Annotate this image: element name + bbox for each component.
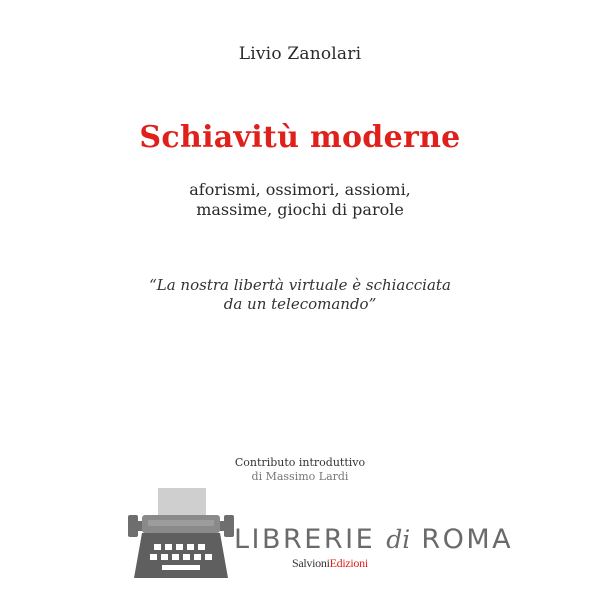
logo-wordmark (234, 525, 513, 555)
contribution-line-2: di Massimo Lardi (251, 470, 349, 483)
epigraph-quote (0, 276, 600, 314)
book-subtitle (0, 180, 600, 220)
book-title: Schiavitù moderne (139, 120, 461, 155)
quote-line-1: “La nostra libertà virtuale è schiacciata (149, 276, 451, 294)
typewriter-icon (128, 488, 234, 578)
contribution-note (0, 456, 600, 484)
logo-word-librerie: LIBRERIE (234, 524, 376, 555)
quote-line-2: da un telecomando” (223, 295, 377, 313)
contribution-line-1: Contributo introduttivo (234, 456, 366, 469)
author-name: Livio Zanolari (238, 44, 362, 64)
subtitle-line-2: massime, giochi di parole (196, 200, 404, 219)
logo-word-roma: ROMA (421, 524, 514, 555)
publisher-name-part1: Salvioni (292, 556, 330, 570)
logo-word-di: di (386, 525, 411, 554)
subtitle-line-1: aforismi, ossimori, assiomi, (189, 180, 411, 199)
publisher-name (292, 556, 368, 570)
publisher-name-part2: Edizioni (329, 556, 368, 570)
